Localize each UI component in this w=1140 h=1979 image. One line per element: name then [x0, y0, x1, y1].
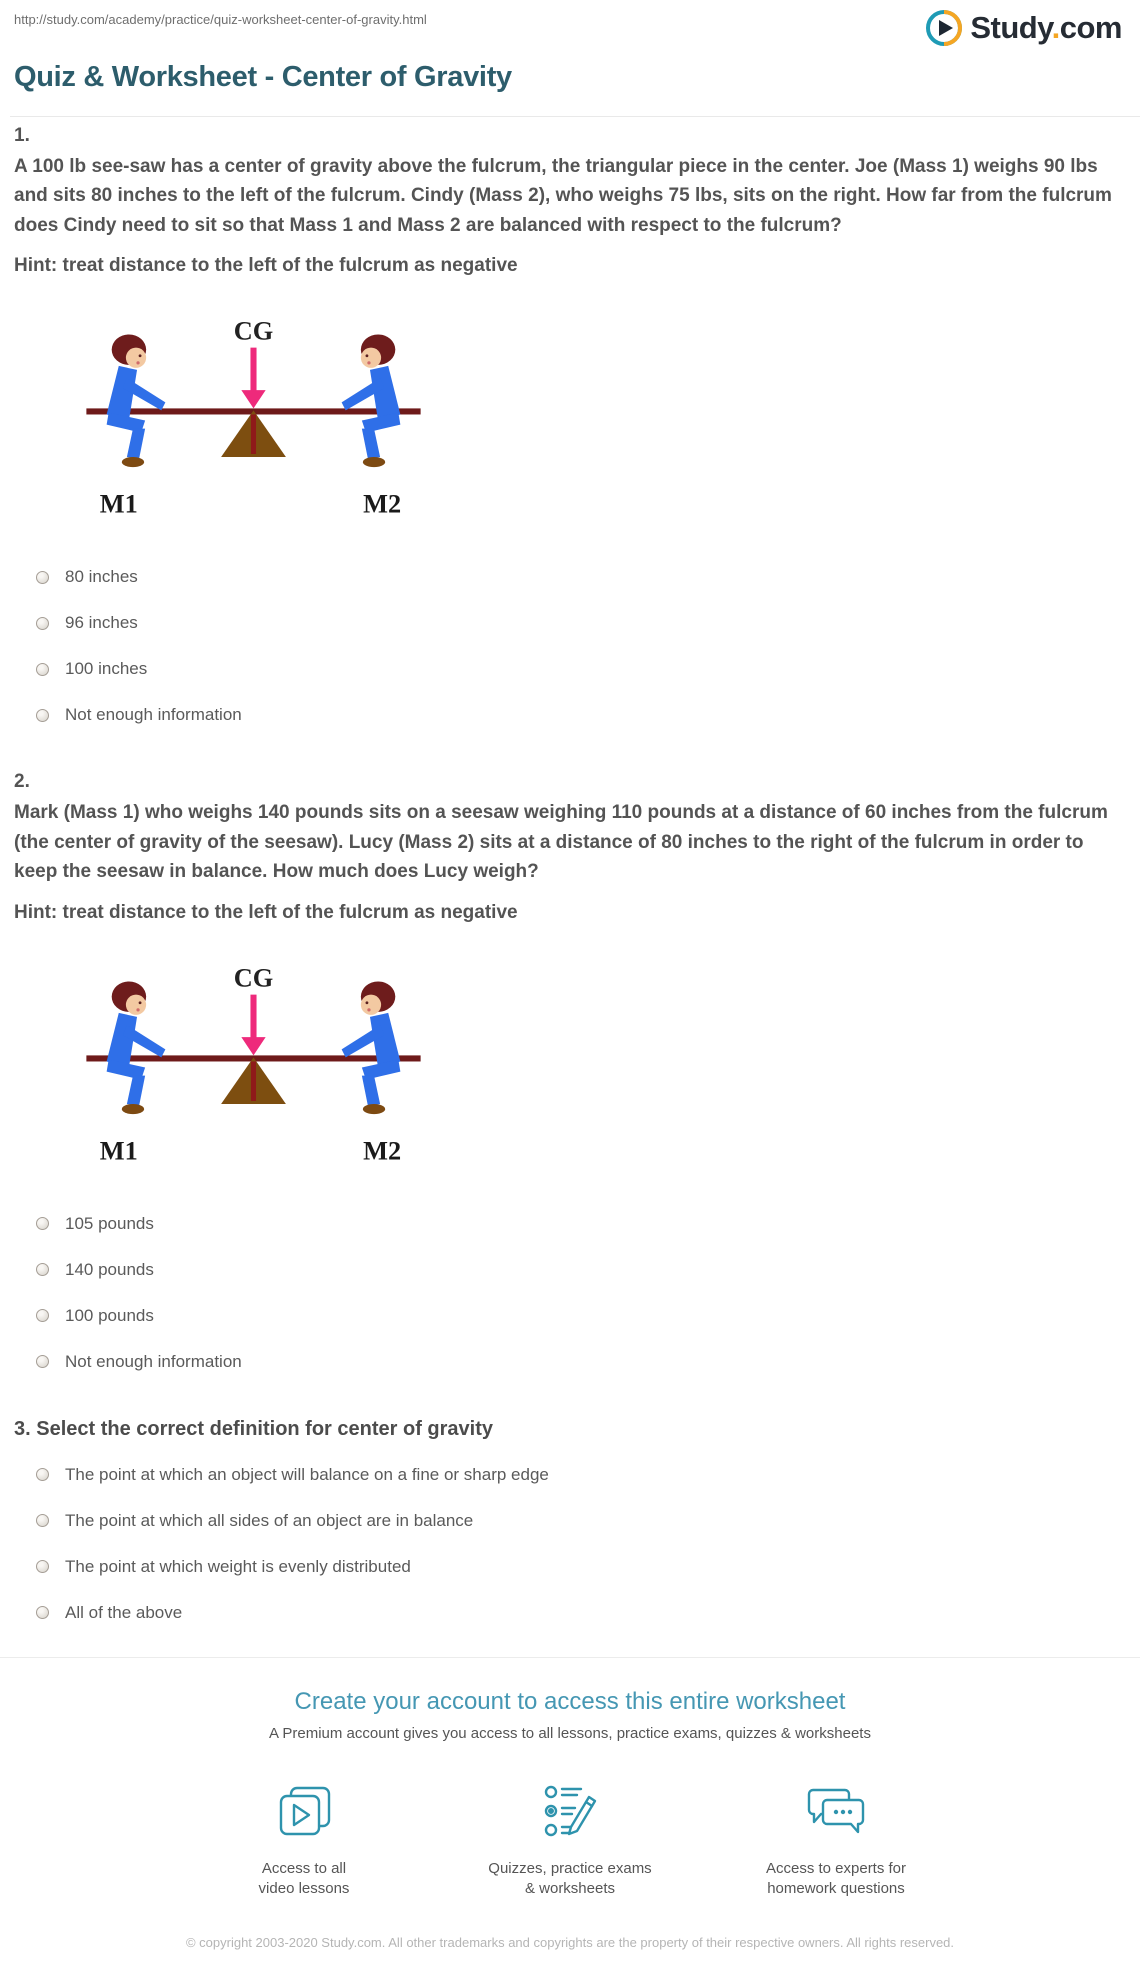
question-heading: 3. Select the correct definition for center of gravity [14, 1417, 494, 1440]
option-label: 80 inches [65, 567, 138, 587]
feature-video-lessons [194, 1780, 414, 1900]
answer-options [14, 567, 1122, 725]
question-number: 2. [14, 771, 30, 793]
caption-line: Access to experts for [765, 1859, 907, 1877]
answer-options [14, 1465, 1122, 1623]
radio-button[interactable] [36, 1263, 49, 1276]
logo-study: Study [970, 10, 1052, 45]
radio-button[interactable] [36, 1514, 49, 1527]
create-account-cta [0, 1657, 1140, 1979]
page-url: http://study.com/academy/practice/quiz-worksheet-center-of-gravity.html [14, 12, 427, 27]
seesaw-diagram [56, 307, 1122, 525]
m1-label: M1 [99, 1136, 138, 1166]
expert-chat-icon [803, 1780, 869, 1846]
answer-option[interactable] [36, 659, 1122, 679]
question-1 [14, 125, 1122, 725]
option-label: 100 pounds [65, 1305, 154, 1325]
radio-button[interactable] [36, 617, 49, 630]
m2-label: M2 [363, 1136, 402, 1166]
question-3 [14, 1418, 1122, 1623]
feature-list [0, 1780, 1140, 1900]
radio-button[interactable] [36, 1217, 49, 1230]
option-label: The point at which an object will balance on a fine or sharp edge [65, 1464, 549, 1484]
feature-experts [726, 1780, 946, 1900]
feature-caption [766, 1859, 906, 1900]
seesaw-diagram [56, 954, 1122, 1172]
feature-caption [259, 1859, 350, 1900]
radio-button[interactable] [36, 1606, 49, 1619]
radio-button[interactable] [36, 1560, 49, 1573]
person-right [342, 981, 401, 1114]
caption-line: Quizzes, practice exams [488, 1859, 652, 1877]
answer-option[interactable] [36, 613, 1122, 633]
m2-label: M2 [363, 490, 402, 520]
answer-options [14, 1214, 1122, 1372]
feature-caption [488, 1859, 651, 1900]
cg-label: CG [233, 963, 274, 993]
play-circle-icon [925, 9, 963, 47]
caption-line: homework questions [767, 1879, 905, 1897]
option-label: 105 pounds [65, 1213, 154, 1233]
radio-button[interactable] [36, 1355, 49, 1368]
video-lessons-icon [271, 1780, 337, 1846]
answer-option[interactable] [36, 1603, 1122, 1623]
option-label: 96 inches [65, 613, 138, 633]
cg-label: CG [233, 316, 274, 346]
answer-option[interactable] [36, 1465, 1122, 1485]
logo-dot: . [1051, 10, 1060, 45]
logo-com: com [1059, 10, 1122, 45]
question-number: 1. [14, 125, 30, 146]
question-text: A 100 lb see-saw has a center of gravity above the fulcrum, the triangular piece in the center. Joe (Mass 1) weighs 90 lbs and sits 80 inches to the left of the fulcrum. Cindy (Mass 2), who weighs 75 lbs, sits on the right. How far from the fulcrum does Cindy need to sit so that Mass 1 and Mass 2 are balanced with respect to the fulcrum? [14, 156, 1112, 236]
question-text: Mark (Mass 1) who weighs 140 pounds sits on a seesaw weighing 110 pounds at a distance of 60 inches from the fulcrum (the center of gravity of the seesaw). Lucy (Mass 2) sits at a distance of 80 inches to the right of the fulcrum in order to keep the seesaw in balance. How much does Lucy weigh? [14, 802, 1108, 883]
option-label: The point at which weight is evenly distributed [65, 1556, 411, 1576]
answer-option[interactable] [36, 1352, 1122, 1372]
question-hint: Hint: treat distance to the left of the fulcrum as negative [14, 901, 518, 923]
radio-button[interactable] [36, 1309, 49, 1322]
option-label: The point at which all sides of an object are in balance [65, 1510, 474, 1530]
option-label: All of the above [65, 1602, 183, 1622]
cta-subheading: A Premium account gives you access to all lessons, practice exams, quizzes & worksheets [269, 1724, 871, 1742]
radio-button[interactable] [36, 709, 49, 722]
copyright-notice: © copyright 2003-2020 Study.com. All other trademarks and copyrights are the property of their respective owners. All rights reserved. [185, 1935, 955, 1951]
question-2 [14, 771, 1122, 1371]
question-hint: Hint: treat distance to the left of the fulcrum as negative [14, 255, 518, 277]
quiz-worksheet-icon [537, 1780, 603, 1846]
caption-line: & worksheets [524, 1879, 616, 1897]
cg-arrowhead [241, 390, 265, 408]
answer-option[interactable] [36, 1557, 1122, 1577]
answer-option[interactable] [36, 1214, 1122, 1234]
radio-button[interactable] [36, 663, 49, 676]
caption-line: video lessons [258, 1879, 350, 1897]
option-label: Not enough information [65, 705, 242, 725]
m1-label: M1 [99, 490, 138, 520]
answer-option[interactable] [36, 705, 1122, 725]
feature-quizzes [460, 1780, 680, 1900]
answer-option[interactable] [36, 1511, 1122, 1531]
person-left [107, 335, 166, 468]
answer-option[interactable] [36, 1306, 1122, 1326]
radio-button[interactable] [36, 1468, 49, 1481]
page-title: Quiz & Worksheet - Center of Gravity [14, 61, 512, 93]
cta-heading: Create your account to access this entire worksheet [294, 1687, 846, 1715]
answer-option[interactable] [36, 567, 1122, 587]
person-left [107, 981, 166, 1114]
person-right [342, 335, 401, 468]
answer-option[interactable] [36, 1260, 1122, 1280]
logo-wordmark [970, 10, 1122, 46]
cg-arrowhead [241, 1037, 265, 1055]
study-logo[interactable] [925, 9, 1122, 47]
option-label: Not enough information [65, 1351, 242, 1371]
option-label: 100 inches [65, 659, 148, 679]
caption-line: Access to all [261, 1859, 347, 1877]
radio-button[interactable] [36, 571, 49, 584]
option-label: 140 pounds [65, 1259, 154, 1279]
divider [10, 116, 1140, 117]
